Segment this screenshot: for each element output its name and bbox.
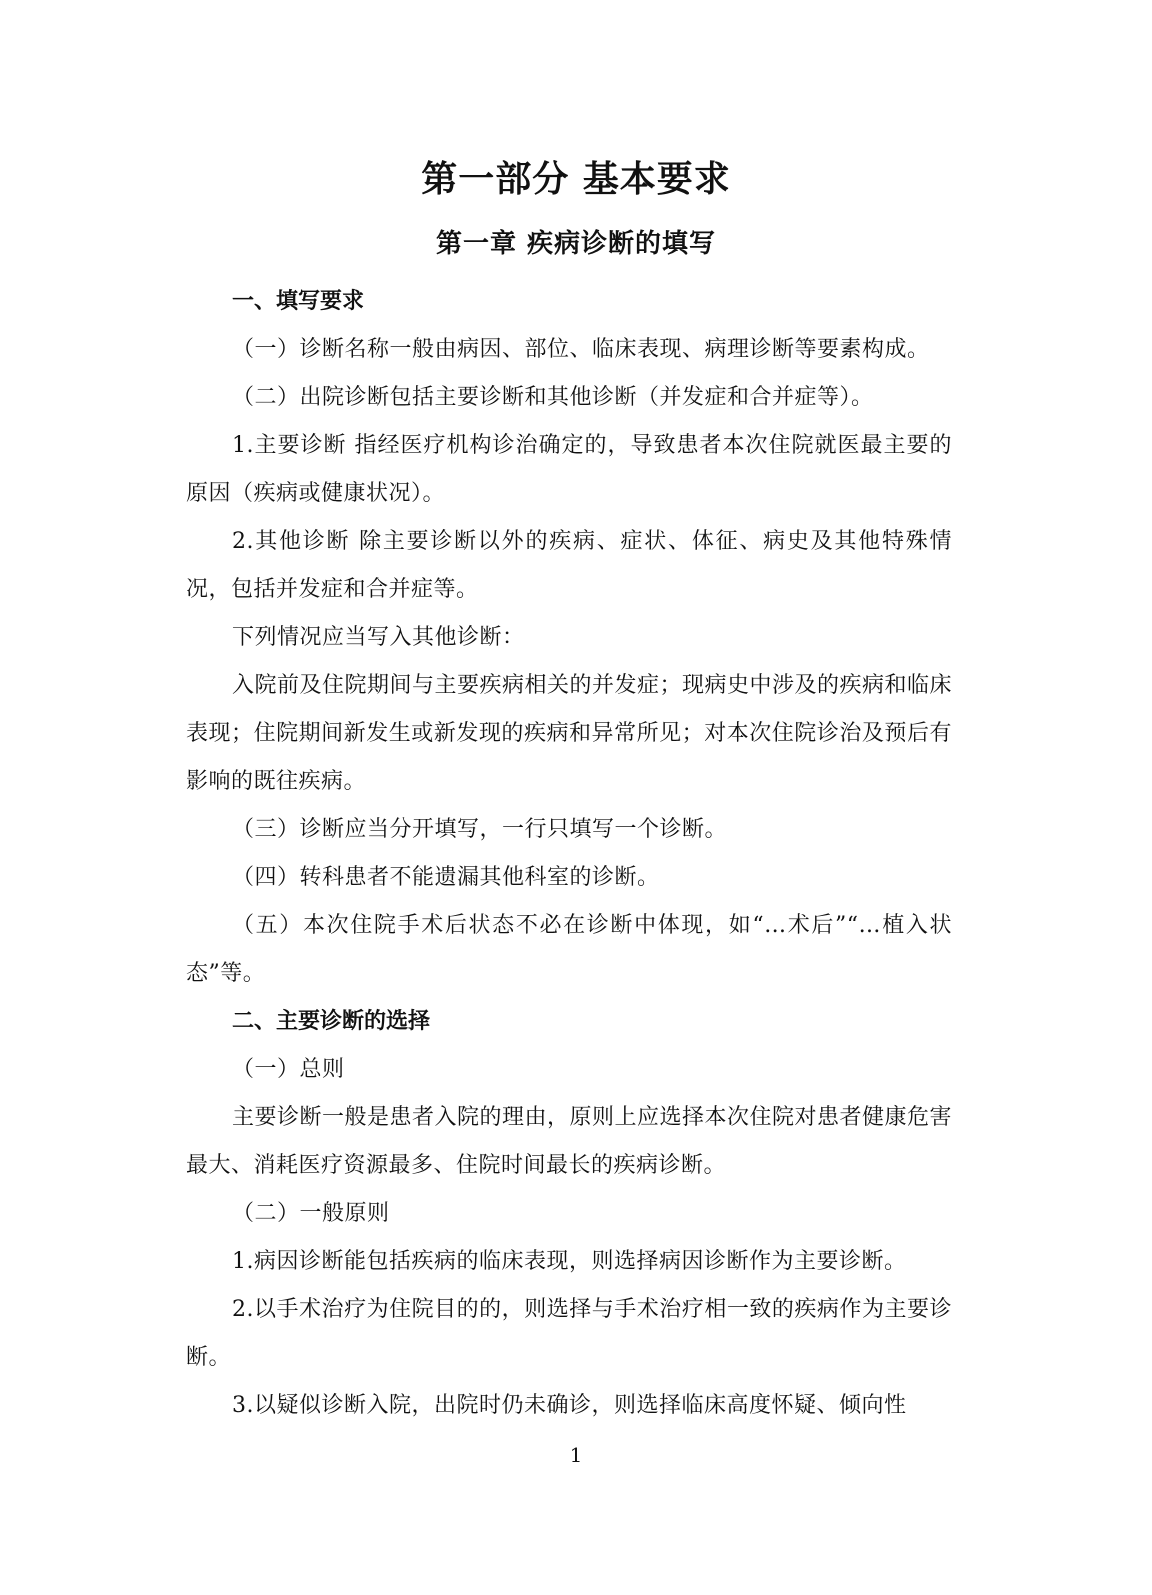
page-number: 1 xyxy=(569,1443,583,1467)
paragraph: （四）转科患者不能遗漏其他科室的诊断。 xyxy=(232,865,660,890)
paragraph: 主要诊断一般是患者入院的理由，原则上应选择本次住院对患者健康危害最大、消耗医疗资源最多、住院时间最长的疾病诊断。 xyxy=(186,1105,953,1178)
paragraph: 下列情况应当写入其他诊断： xyxy=(232,625,525,650)
paragraph: （二）一般原则 xyxy=(232,1201,390,1226)
chapter-title: 第一章 疾病诊断的填写 xyxy=(435,229,717,259)
paragraph: 3.以疑似诊断入院，出院时仍未确诊，则选择临床高度怀疑、倾向性 xyxy=(232,1393,907,1418)
paragraph: 2.以手术治疗为住院目的的，则选择与手术治疗相一致的疾病作为主要诊断。 xyxy=(186,1297,952,1370)
part-title: 第一部分 基本要求 xyxy=(421,159,731,200)
paragraph: （一）总则 xyxy=(232,1057,345,1082)
document-body xyxy=(186,278,952,1430)
paragraph: （二）出院诊断包括主要诊断和其他诊断（并发症和合并症等）。 xyxy=(232,385,874,410)
paragraph: （三）诊断应当分开填写，一行只填写一个诊断。 xyxy=(232,817,728,842)
section-heading-1: 一、填写要求 xyxy=(232,289,365,314)
paragraph: （五）本次住院手术后状态不必在诊断中体现，如“…术后”“…植入状态”等。 xyxy=(186,913,952,986)
paragraph: 2.其他诊断 除主要诊断以外的疾病、症状、体征、病史及其他特殊情况，包括并发症和合并症等。 xyxy=(186,529,952,602)
section-heading-2: 二、主要诊断的选择 xyxy=(232,1009,431,1034)
paragraph: （一）诊断名称一般由病因、部位、临床表现、病理诊断等要素构成。 xyxy=(232,337,930,362)
paragraph: 入院前及住院期间与主要疾病相关的并发症；现病史中涉及的疾病和临床表现；住院期间新发生或新发现的疾病和异常所见；对本次住院诊治及预后有影响的既往疾病。 xyxy=(186,673,953,794)
paragraph: 1.病因诊断能包括疾病的临床表现，则选择病因诊断作为主要诊断。 xyxy=(232,1249,907,1274)
paragraph: 1.主要诊断 指经医疗机构诊治确定的，导致患者本次住院就医最主要的原因（疾病或健康状况）。 xyxy=(186,433,952,506)
